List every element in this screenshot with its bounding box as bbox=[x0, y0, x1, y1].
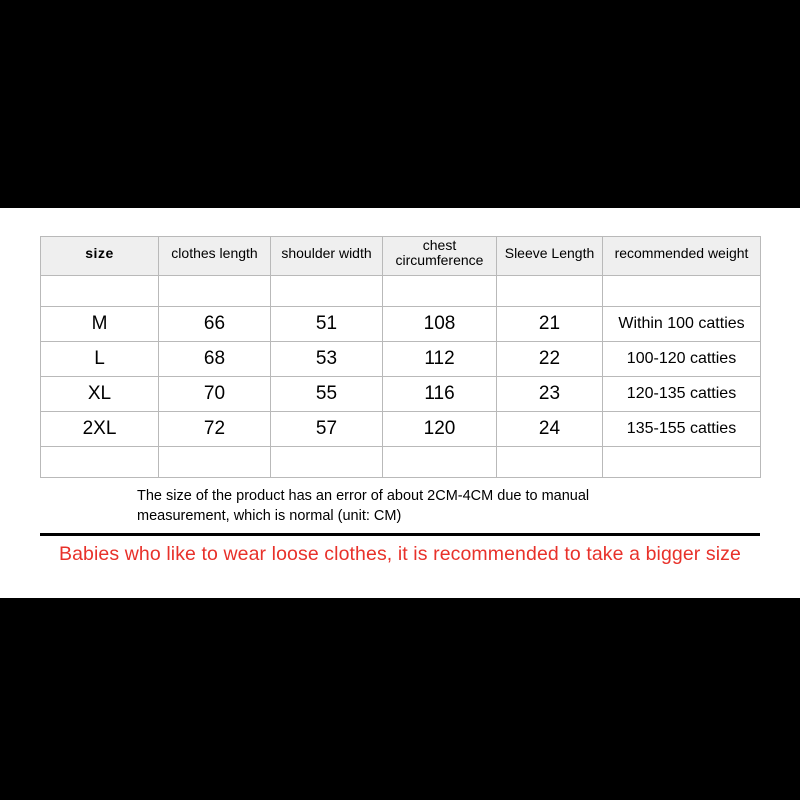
spacer-cell bbox=[603, 447, 761, 478]
header-cell-shoulder-width: shoulder width bbox=[271, 237, 383, 276]
table-spacer-row-bottom bbox=[41, 447, 761, 478]
table-row bbox=[41, 342, 761, 377]
measurement-note-line2: measurement, which is normal (unit: CM) bbox=[137, 508, 402, 524]
spacer-cell bbox=[41, 447, 159, 478]
cell-recommended-weight: 120-135 catties bbox=[603, 377, 761, 412]
cell-sleeve-length: 24 bbox=[497, 412, 603, 447]
cell-size: L bbox=[41, 342, 159, 377]
table-row bbox=[41, 412, 761, 447]
cell-recommended-weight: 100-120 catties bbox=[603, 342, 761, 377]
size-chart-table bbox=[40, 236, 761, 478]
table-spacer-row-top bbox=[41, 276, 761, 307]
spacer-cell bbox=[383, 447, 497, 478]
cell-chest-circumference: 112 bbox=[383, 342, 497, 377]
cell-clothes-length: 72 bbox=[159, 412, 271, 447]
spacer-cell bbox=[603, 276, 761, 307]
header-cell-chest-circumference: chest circumference bbox=[383, 237, 497, 276]
cell-shoulder-width: 53 bbox=[271, 342, 383, 377]
header-cell-sleeve-length: Sleeve Length bbox=[497, 237, 603, 276]
cell-shoulder-width: 51 bbox=[271, 307, 383, 342]
size-chart-sheet bbox=[0, 208, 800, 598]
cell-size: XL bbox=[41, 377, 159, 412]
spacer-cell bbox=[271, 447, 383, 478]
cell-size: 2XL bbox=[41, 412, 159, 447]
measurement-note bbox=[137, 486, 737, 526]
table-header-row bbox=[41, 237, 761, 276]
spacer-cell bbox=[497, 447, 603, 478]
loose-fit-recommendation: Babies who like to wear loose clothes, it is recommended to take a bigger size bbox=[59, 543, 741, 565]
spacer-cell bbox=[271, 276, 383, 307]
spacer-cell bbox=[159, 276, 271, 307]
cell-sleeve-length: 21 bbox=[497, 307, 603, 342]
table-row bbox=[41, 377, 761, 412]
cell-sleeve-length: 22 bbox=[497, 342, 603, 377]
cell-size: M bbox=[41, 307, 159, 342]
header-cell-recommended-weight: recommended weight bbox=[603, 237, 761, 276]
spacer-cell bbox=[497, 276, 603, 307]
measurement-note-line1: The size of the product has an error of about 2CM-4CM due to manual bbox=[137, 488, 590, 504]
spacer-cell bbox=[383, 276, 497, 307]
divider bbox=[40, 533, 760, 536]
cell-clothes-length: 70 bbox=[159, 377, 271, 412]
cell-chest-circumference: 120 bbox=[383, 412, 497, 447]
spacer-cell bbox=[159, 447, 271, 478]
cell-clothes-length: 66 bbox=[159, 307, 271, 342]
cell-recommended-weight: 135-155 catties bbox=[603, 412, 761, 447]
spacer-cell bbox=[41, 276, 159, 307]
cell-recommended-weight: Within 100 catties bbox=[603, 307, 761, 342]
cell-sleeve-length: 23 bbox=[497, 377, 603, 412]
cell-shoulder-width: 57 bbox=[271, 412, 383, 447]
cell-chest-circumference: 108 bbox=[383, 307, 497, 342]
header-cell-size: size bbox=[41, 237, 159, 276]
table-row bbox=[41, 307, 761, 342]
cell-shoulder-width: 55 bbox=[271, 377, 383, 412]
cell-clothes-length: 68 bbox=[159, 342, 271, 377]
cell-chest-circumference: 116 bbox=[383, 377, 497, 412]
header-cell-clothes-length: clothes length bbox=[159, 237, 271, 276]
